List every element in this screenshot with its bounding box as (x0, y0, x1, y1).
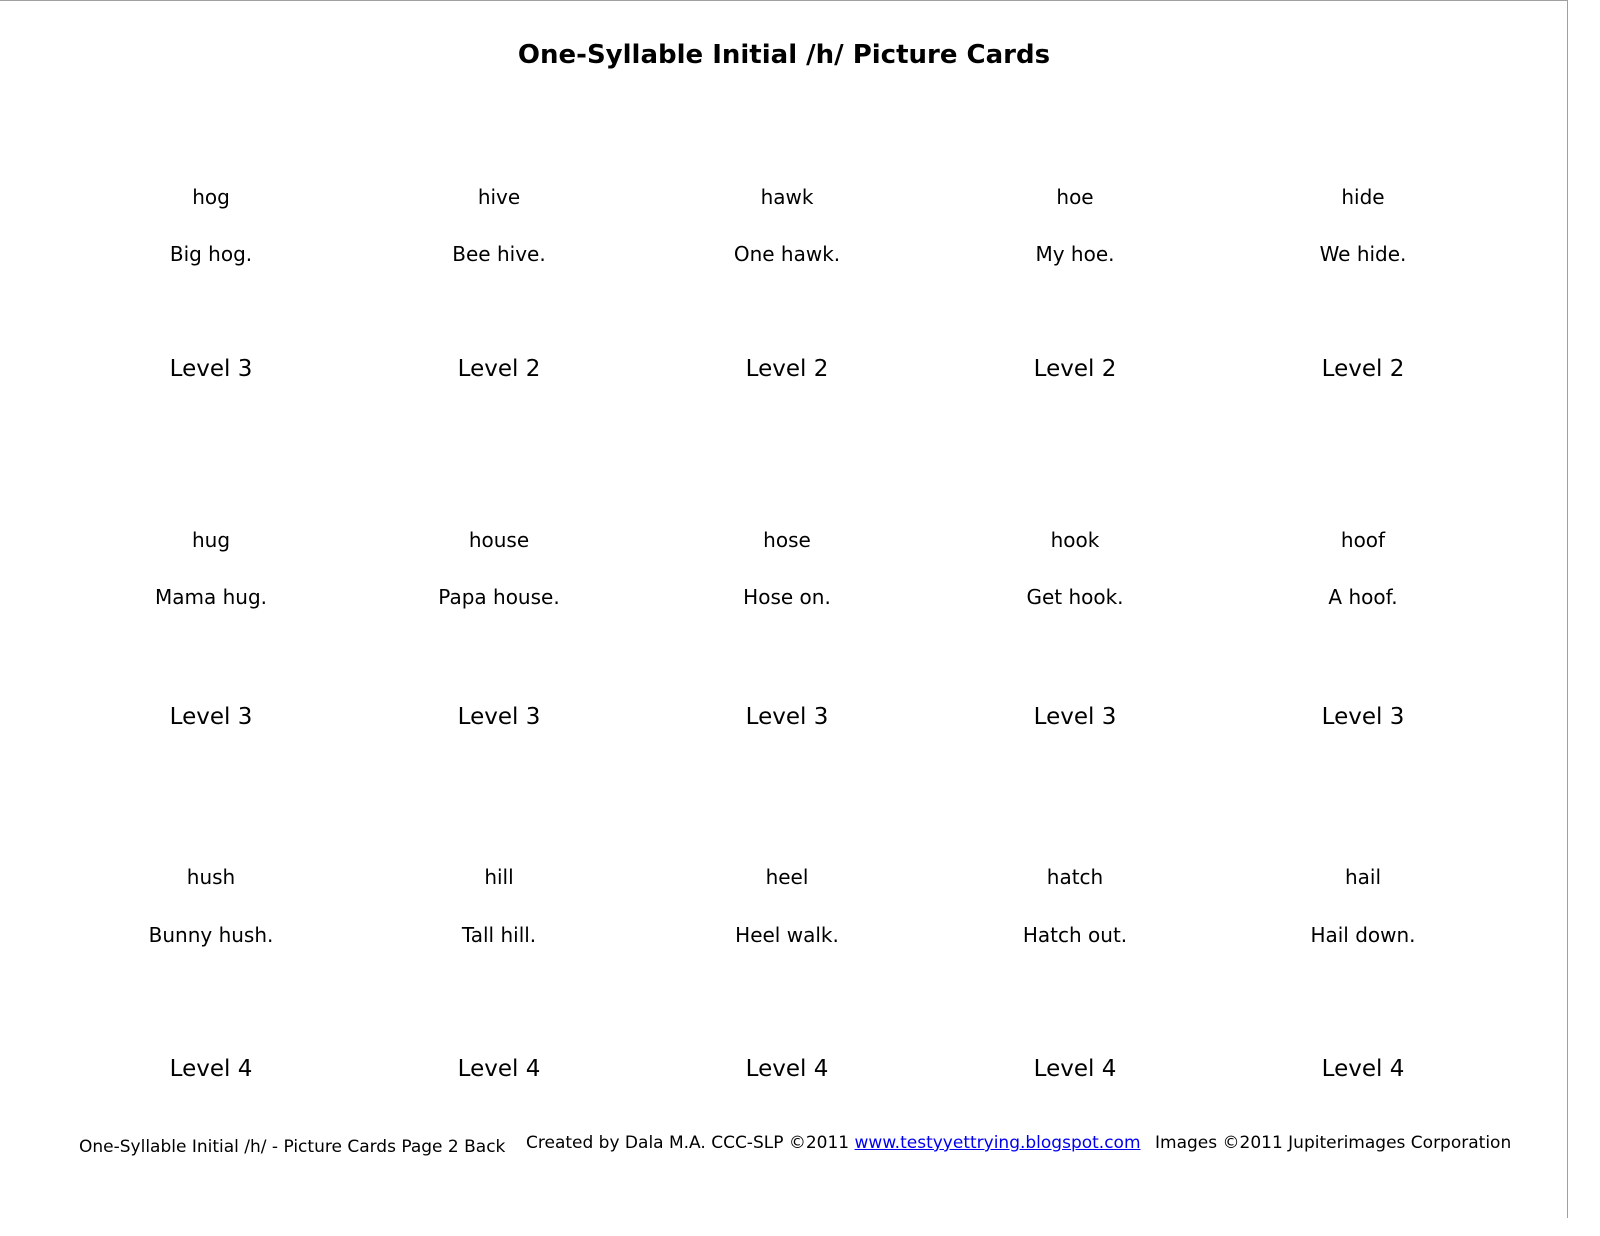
card-sentence: Papa house. (438, 585, 560, 609)
card-level: Level 4 (745, 1056, 829, 1082)
card-level: Level 2 (745, 356, 829, 382)
footer-credit (526, 1131, 1141, 1155)
card-level: Level 3 (745, 704, 829, 730)
footer-page-label: One-Syllable Initial /h/ - Picture Cards Page 2 Back (79, 1137, 506, 1157)
card-word: heel (765, 865, 809, 889)
card-sentence: A hoof. (1328, 585, 1398, 609)
card-sentence: Bee hive. (452, 242, 546, 266)
card-word: hill (484, 865, 514, 889)
card-sentence: Mama hug. (154, 585, 267, 609)
card-level: Level 2 (457, 356, 541, 382)
card-level: Level 4 (1033, 1056, 1117, 1082)
card-word: hook (1050, 528, 1100, 552)
footer-credit-text: Created by Dala M.A. CCC-SLP ©2011 (526, 1133, 850, 1153)
card-word: hose (763, 528, 811, 552)
card-word: hide (1341, 185, 1385, 209)
card-word: hatch (1046, 865, 1104, 889)
card-sentence: Tall hill. (461, 923, 537, 947)
page-top-border (0, 0, 1568, 1)
card-sentence: Bunny hush. (148, 923, 274, 947)
footer-images-credit: Images ©2011 Jupiterimages Corporation (1155, 1133, 1512, 1153)
card-level: Level 3 (169, 704, 253, 730)
card-word: hog (192, 185, 230, 209)
card-sentence: We hide. (1319, 242, 1407, 266)
card-sentence: Get hook. (1026, 585, 1124, 609)
card-level: Level 4 (457, 1056, 541, 1082)
card-level: Level 4 (1321, 1056, 1405, 1082)
card-word: hive (477, 185, 521, 209)
card-word: hug (191, 528, 231, 552)
page-title: One-Syllable Initial /h/ Picture Cards (517, 40, 1051, 70)
card-sentence: Hail down. (1310, 923, 1416, 947)
card-word: hoe (1056, 185, 1094, 209)
card-level: Level 3 (457, 704, 541, 730)
card-level: Level 3 (1033, 704, 1117, 730)
card-level: Level 4 (169, 1056, 253, 1082)
footer-website-link[interactable]: www.testyyettrying.blogspot.com (854, 1133, 1141, 1153)
card-sentence: My hoe. (1035, 242, 1115, 266)
card-word: hoof (1340, 528, 1386, 552)
card-sentence: Big hog. (169, 242, 253, 266)
card-level: Level 3 (1321, 704, 1405, 730)
card-sentence: Hose on. (743, 585, 831, 609)
card-sentence: Hatch out. (1022, 923, 1128, 947)
page-right-border (1567, 0, 1568, 1218)
card-sentence: One hawk. (733, 242, 841, 266)
card-level: Level 2 (1033, 356, 1117, 382)
card-word: hawk (760, 185, 814, 209)
card-level: Level 3 (169, 356, 253, 382)
card-word: house (468, 528, 530, 552)
card-sentence: Heel walk. (735, 923, 839, 947)
card-word: hush (186, 865, 236, 889)
card-word: hail (1344, 865, 1382, 889)
card-level: Level 2 (1321, 356, 1405, 382)
